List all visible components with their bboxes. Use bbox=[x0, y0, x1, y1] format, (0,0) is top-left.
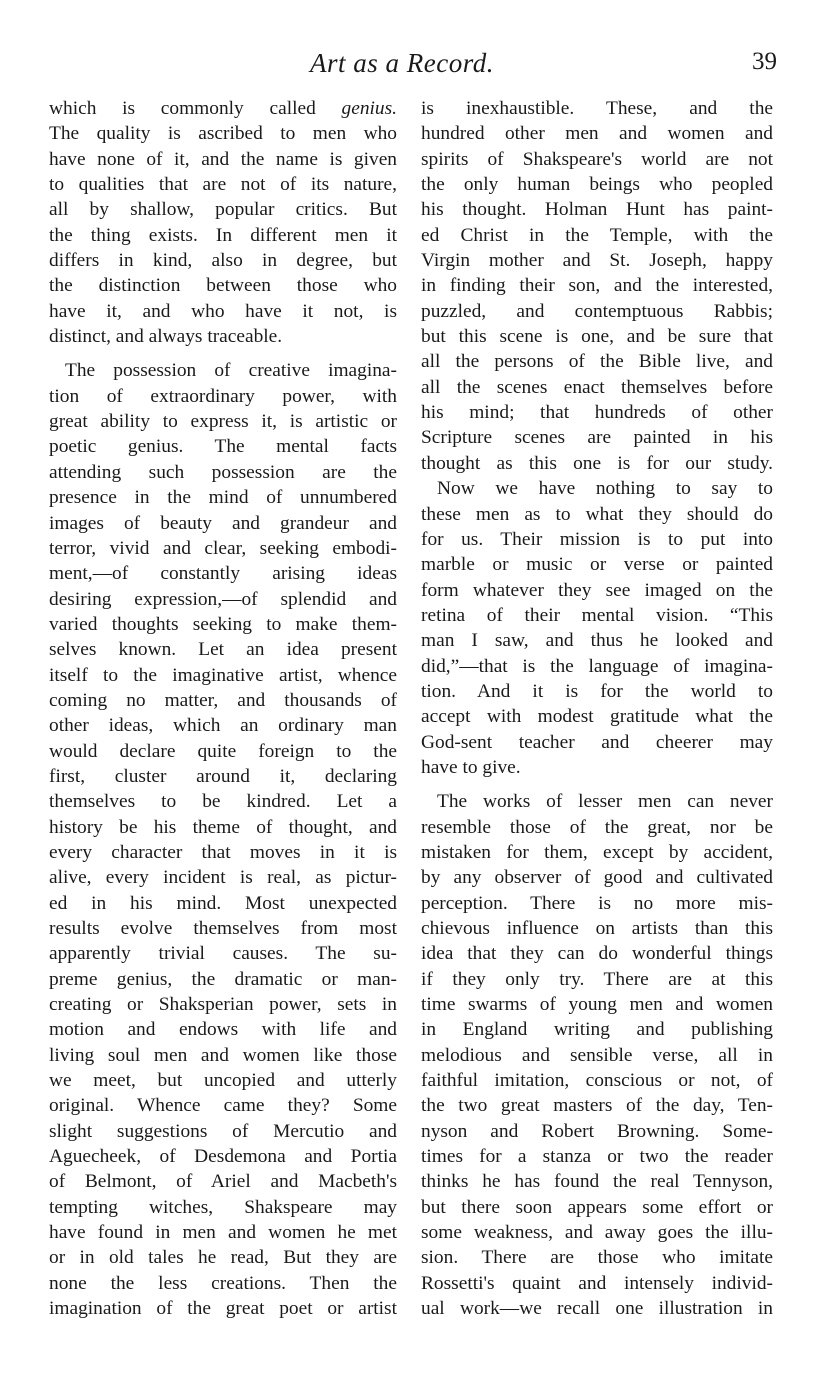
text-line: Rossetti's quaint and intensely individ- bbox=[421, 1272, 773, 1294]
text-line: original. Whence came they? Some bbox=[49, 1095, 397, 1117]
text-line: great ability to express it, is artistic or bbox=[49, 411, 397, 433]
text-line: have found in men and women he met bbox=[49, 1222, 397, 1244]
text-line: all the scenes enact themselves before bbox=[421, 376, 773, 398]
text-line: tion of extraordinary power, with bbox=[49, 385, 397, 407]
text-line: form whatever they see imaged on the bbox=[421, 579, 773, 601]
text-line: itself to the imaginative artist, whence bbox=[49, 664, 397, 686]
text-line: nyson and Robert Browning. Some- bbox=[421, 1120, 773, 1142]
text-line: Aguecheek, of Desdemona and Portia bbox=[49, 1146, 397, 1168]
text-line: we meet, but uncopied and utterly bbox=[49, 1070, 397, 1092]
text-line: thought as this one is for our study. bbox=[421, 452, 773, 474]
text-line: all by shallow, popular critics. But bbox=[49, 199, 397, 221]
text-line: the two great masters of the day, Ten- bbox=[421, 1095, 773, 1117]
text-line: tempting witches, Shakspeare may bbox=[49, 1196, 397, 1218]
text-line: Scripture scenes are painted in his bbox=[421, 427, 773, 449]
text-line: other ideas, which an ordinary man bbox=[49, 715, 397, 737]
text-line: melodious and sensible verse, all in bbox=[421, 1044, 773, 1066]
text-line: motion and endows with life and bbox=[49, 1019, 397, 1041]
text-line: presence in the mind of unnumbered bbox=[49, 487, 397, 509]
text-line: resemble those of the great, nor be bbox=[421, 816, 773, 838]
right-column bbox=[421, 96, 773, 1322]
left-column bbox=[49, 96, 397, 1322]
text-line: retina of their mental vision. “This bbox=[421, 604, 773, 626]
text-line: by any observer of good and cultivated bbox=[421, 867, 773, 889]
text-line: spirits of Shakspeare's world are not bbox=[421, 148, 773, 170]
text-line: sion. There are those who imitate bbox=[421, 1247, 773, 1269]
text-line: ual work—we recall one illustration in bbox=[421, 1298, 773, 1320]
text-line: images of beauty and grandeur and bbox=[49, 512, 397, 534]
text-line: attending such possession are the bbox=[49, 461, 397, 483]
text-line: these men as to what they should do bbox=[421, 503, 773, 525]
text-line: some weakness, and away goes the illu- bbox=[421, 1222, 773, 1244]
page-number: 39 bbox=[752, 48, 777, 75]
text-line: of Belmont, of Ariel and Macbeth's bbox=[49, 1171, 397, 1193]
text-line: have to give. bbox=[421, 756, 521, 778]
text-line: accept with modest gratitude what the bbox=[421, 706, 773, 728]
text-line: The possession of creative imagina- bbox=[65, 360, 397, 382]
text-line: ed in his mind. Most unexpected bbox=[49, 892, 397, 914]
text-line: or in old tales he read, But they are bbox=[49, 1247, 397, 1269]
text-line: history be his theme of thought, and bbox=[49, 816, 397, 838]
text-line: Virgin mother and St. Joseph, happy bbox=[421, 250, 773, 272]
text-line: poetic genius. The mental facts bbox=[49, 436, 397, 458]
text-line: creating or Shaksperian power, sets in bbox=[49, 994, 397, 1016]
text-line: hundred other men and women and bbox=[421, 123, 773, 145]
text-line: slight suggestions of Mercutio and bbox=[49, 1120, 397, 1142]
text-line: did,”—that is the language of imagina- bbox=[421, 655, 773, 677]
text-line: ment,—of constantly arising ideas bbox=[49, 563, 397, 585]
text-line: man I saw, and thus he looked and bbox=[421, 630, 773, 652]
emphasis: genius. bbox=[341, 98, 397, 119]
text-line: varied thoughts seeking to make them- bbox=[49, 613, 397, 635]
text-line: ed Christ in the Temple, with the bbox=[421, 224, 773, 246]
text-line: the thing exists. In different men it bbox=[49, 224, 397, 246]
page-header bbox=[0, 48, 816, 84]
text-line: times for a stanza or two the reader bbox=[421, 1146, 773, 1168]
text-line: differs in kind, also in degree, but bbox=[49, 250, 397, 272]
text-line: time swarms of young men and women bbox=[421, 994, 773, 1016]
text-line: perception. There is no more mis- bbox=[421, 892, 773, 914]
text-line: puzzled, and contemptuous Rabbis; bbox=[421, 300, 773, 322]
running-title: Art as a Record. bbox=[310, 48, 494, 78]
text-line: Now we have nothing to say to bbox=[437, 478, 773, 500]
text-line: distinct, and always traceable. bbox=[49, 326, 283, 348]
text-line: his thought. Holman Hunt has paint- bbox=[421, 199, 773, 221]
text-line: tion. And it is for the world to bbox=[421, 680, 773, 702]
text-line: but this scene is one, and be sure that bbox=[421, 326, 773, 348]
text-line: but there soon appears some effort or bbox=[421, 1196, 773, 1218]
text-line: have it, and who have it not, is bbox=[49, 300, 397, 322]
text-line: his mind; that hundreds of other bbox=[421, 402, 773, 424]
text-line: all the persons of the Bible live, and bbox=[421, 351, 773, 373]
text-line: idea that they can do wonderful things bbox=[421, 943, 773, 965]
text-line: the distinction between those who bbox=[49, 275, 397, 297]
text-line: is inexhaustible. These, and the bbox=[421, 98, 773, 119]
text-line: terror, vivid and clear, seeking embodi- bbox=[49, 537, 397, 559]
text-line: in England writing and publishing bbox=[421, 1019, 773, 1041]
text-line: results evolve themselves from most bbox=[49, 918, 397, 939]
text-line: which is commonly called genius. bbox=[49, 98, 397, 119]
text-line: preme genius, the dramatic or man- bbox=[49, 968, 397, 990]
text-line: living soul men and women like those bbox=[49, 1044, 397, 1066]
text-line: every character that moves in it is bbox=[49, 841, 397, 863]
text-line: have none of it, and the name is given bbox=[49, 148, 397, 170]
text-line: desiring expression,—of splendid and bbox=[49, 588, 397, 610]
text-line: if they only try. There are at this bbox=[421, 968, 773, 990]
text-line: marble or music or verse or painted bbox=[421, 554, 773, 576]
text-line: themselves to be kindred. Let a bbox=[49, 791, 397, 813]
text-line: mistaken for them, except by accident, bbox=[421, 841, 773, 863]
text-line: to qualities that are not of its nature, bbox=[49, 174, 397, 196]
text-line: for us. Their mission is to put into bbox=[421, 528, 773, 550]
text-line: apparently trivial causes. The su- bbox=[49, 943, 397, 965]
text-line: faithful imitation, conscious or not, of bbox=[421, 1070, 773, 1092]
text-line: thinks he has found the real Tennyson, bbox=[421, 1171, 773, 1193]
text-line: alive, every incident is real, as pictur- bbox=[49, 867, 397, 889]
text-line: the only human beings who peopled bbox=[421, 174, 773, 196]
text-line: first, cluster around it, declaring bbox=[49, 765, 397, 787]
text-line: The quality is ascribed to men who bbox=[49, 123, 397, 145]
text-line: selves known. Let an idea present bbox=[49, 639, 397, 661]
text-line: God-sent teacher and cheerer may bbox=[421, 731, 773, 753]
text-line: in finding their son, and the interested, bbox=[421, 275, 773, 297]
text-line: imagination of the great poet or artist bbox=[49, 1298, 397, 1320]
text-line: would declare quite foreign to the bbox=[49, 740, 397, 762]
text-line: none the less creations. Then the bbox=[49, 1272, 397, 1294]
text-line: chievous influence on artists than this bbox=[421, 918, 773, 939]
text-line: coming no matter, and thousands of bbox=[49, 689, 397, 711]
text-line: The works of lesser men can never bbox=[437, 791, 773, 813]
